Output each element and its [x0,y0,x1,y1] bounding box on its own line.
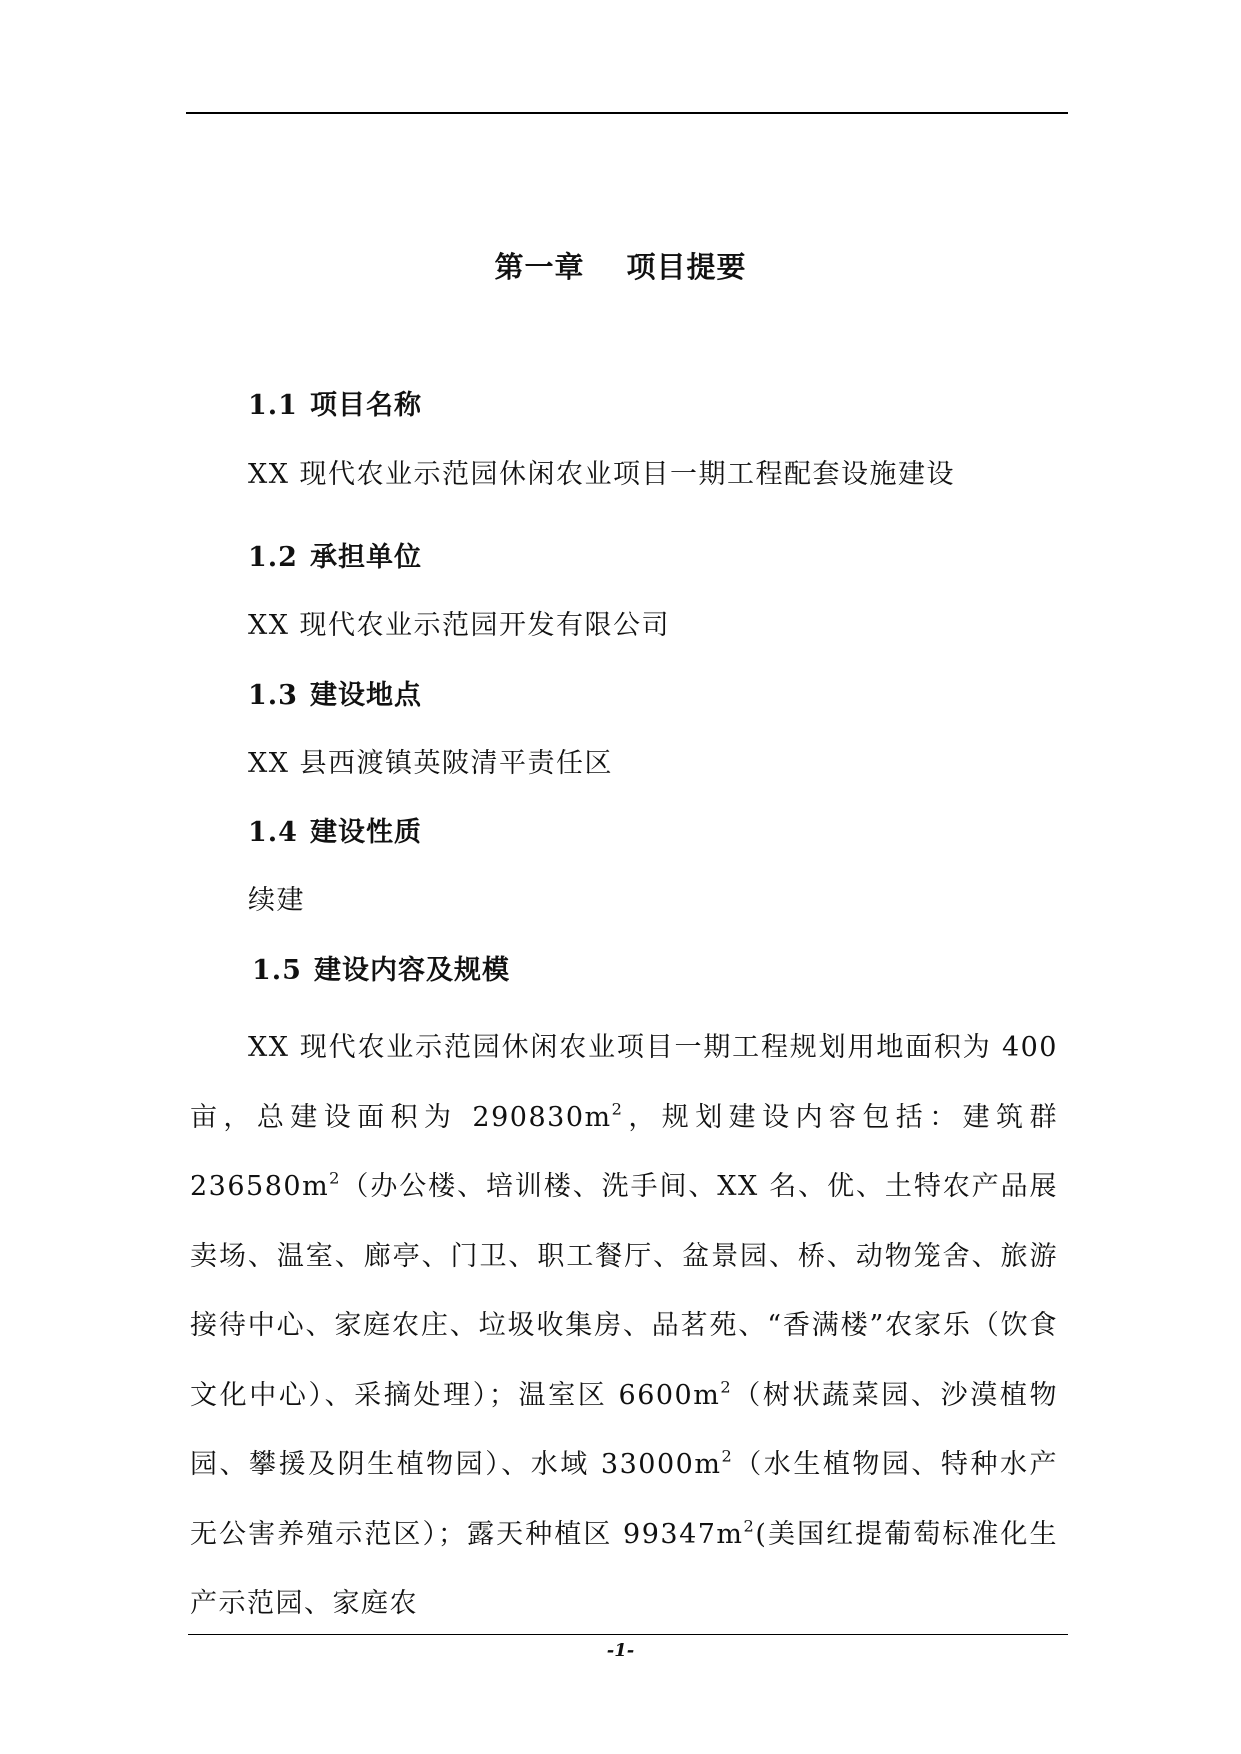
footer-rule [188,1634,1068,1635]
chapter-name: 项目提要 [626,250,747,284]
chapter-number: 第一章 [494,250,585,284]
section-content-1-3: XX 县西渡镇英陂清平责任区 [248,748,614,779]
section-body-1-5: XX 现代农业示范园休闲农业项目一期工程规划用地面积为 400 亩，总建设面积为 $290830m^2$，规划建设内容包括：建筑群 $236580m^2$（办公楼、培训楼、洗手间、XX 名、优、土特农产品展卖场、温室、廊亭、门卫、职工餐厅、盆景园、桥、动物笼舍、旅游接待中心、家庭农庄、垃圾收集房、品茗苑、“香满楼”农家乐（饮食文化中心）、采摘处理）；温室区 $6600m^2$（树状蔬菜园、沙漠植物园、攀援及阴生植物园）、水域 $33000m^2$（水生植物园、特种水产无公害养殖示范区）；露天种植区 $99347m^2$(美国红提葡萄标准化生产示范园、家庭农 [190,1032,1059,1619]
header-rule [186,112,1068,114]
section-heading-1-5: 1.5 建设内容及规模 [252,955,510,986]
page-number: -1- [606,1640,635,1661]
section-content-1-2: XX 现代农业示范园开发有限公司 [248,610,671,641]
section-heading-1-1: 1.1 项目名称 [248,390,422,421]
section-heading-1-3: 1.3 建设地点 [248,680,422,711]
section-heading-1-4: 1.4 建设性质 [248,817,422,848]
chapter-title [0,245,1241,286]
section-heading-1-2: 1.2 承担单位 [248,542,422,573]
section-content-1-1: XX 现代农业示范园休闲农业项目一期工程配套设施建设 [248,459,956,490]
section-content-1-4: 续建 [248,885,305,916]
